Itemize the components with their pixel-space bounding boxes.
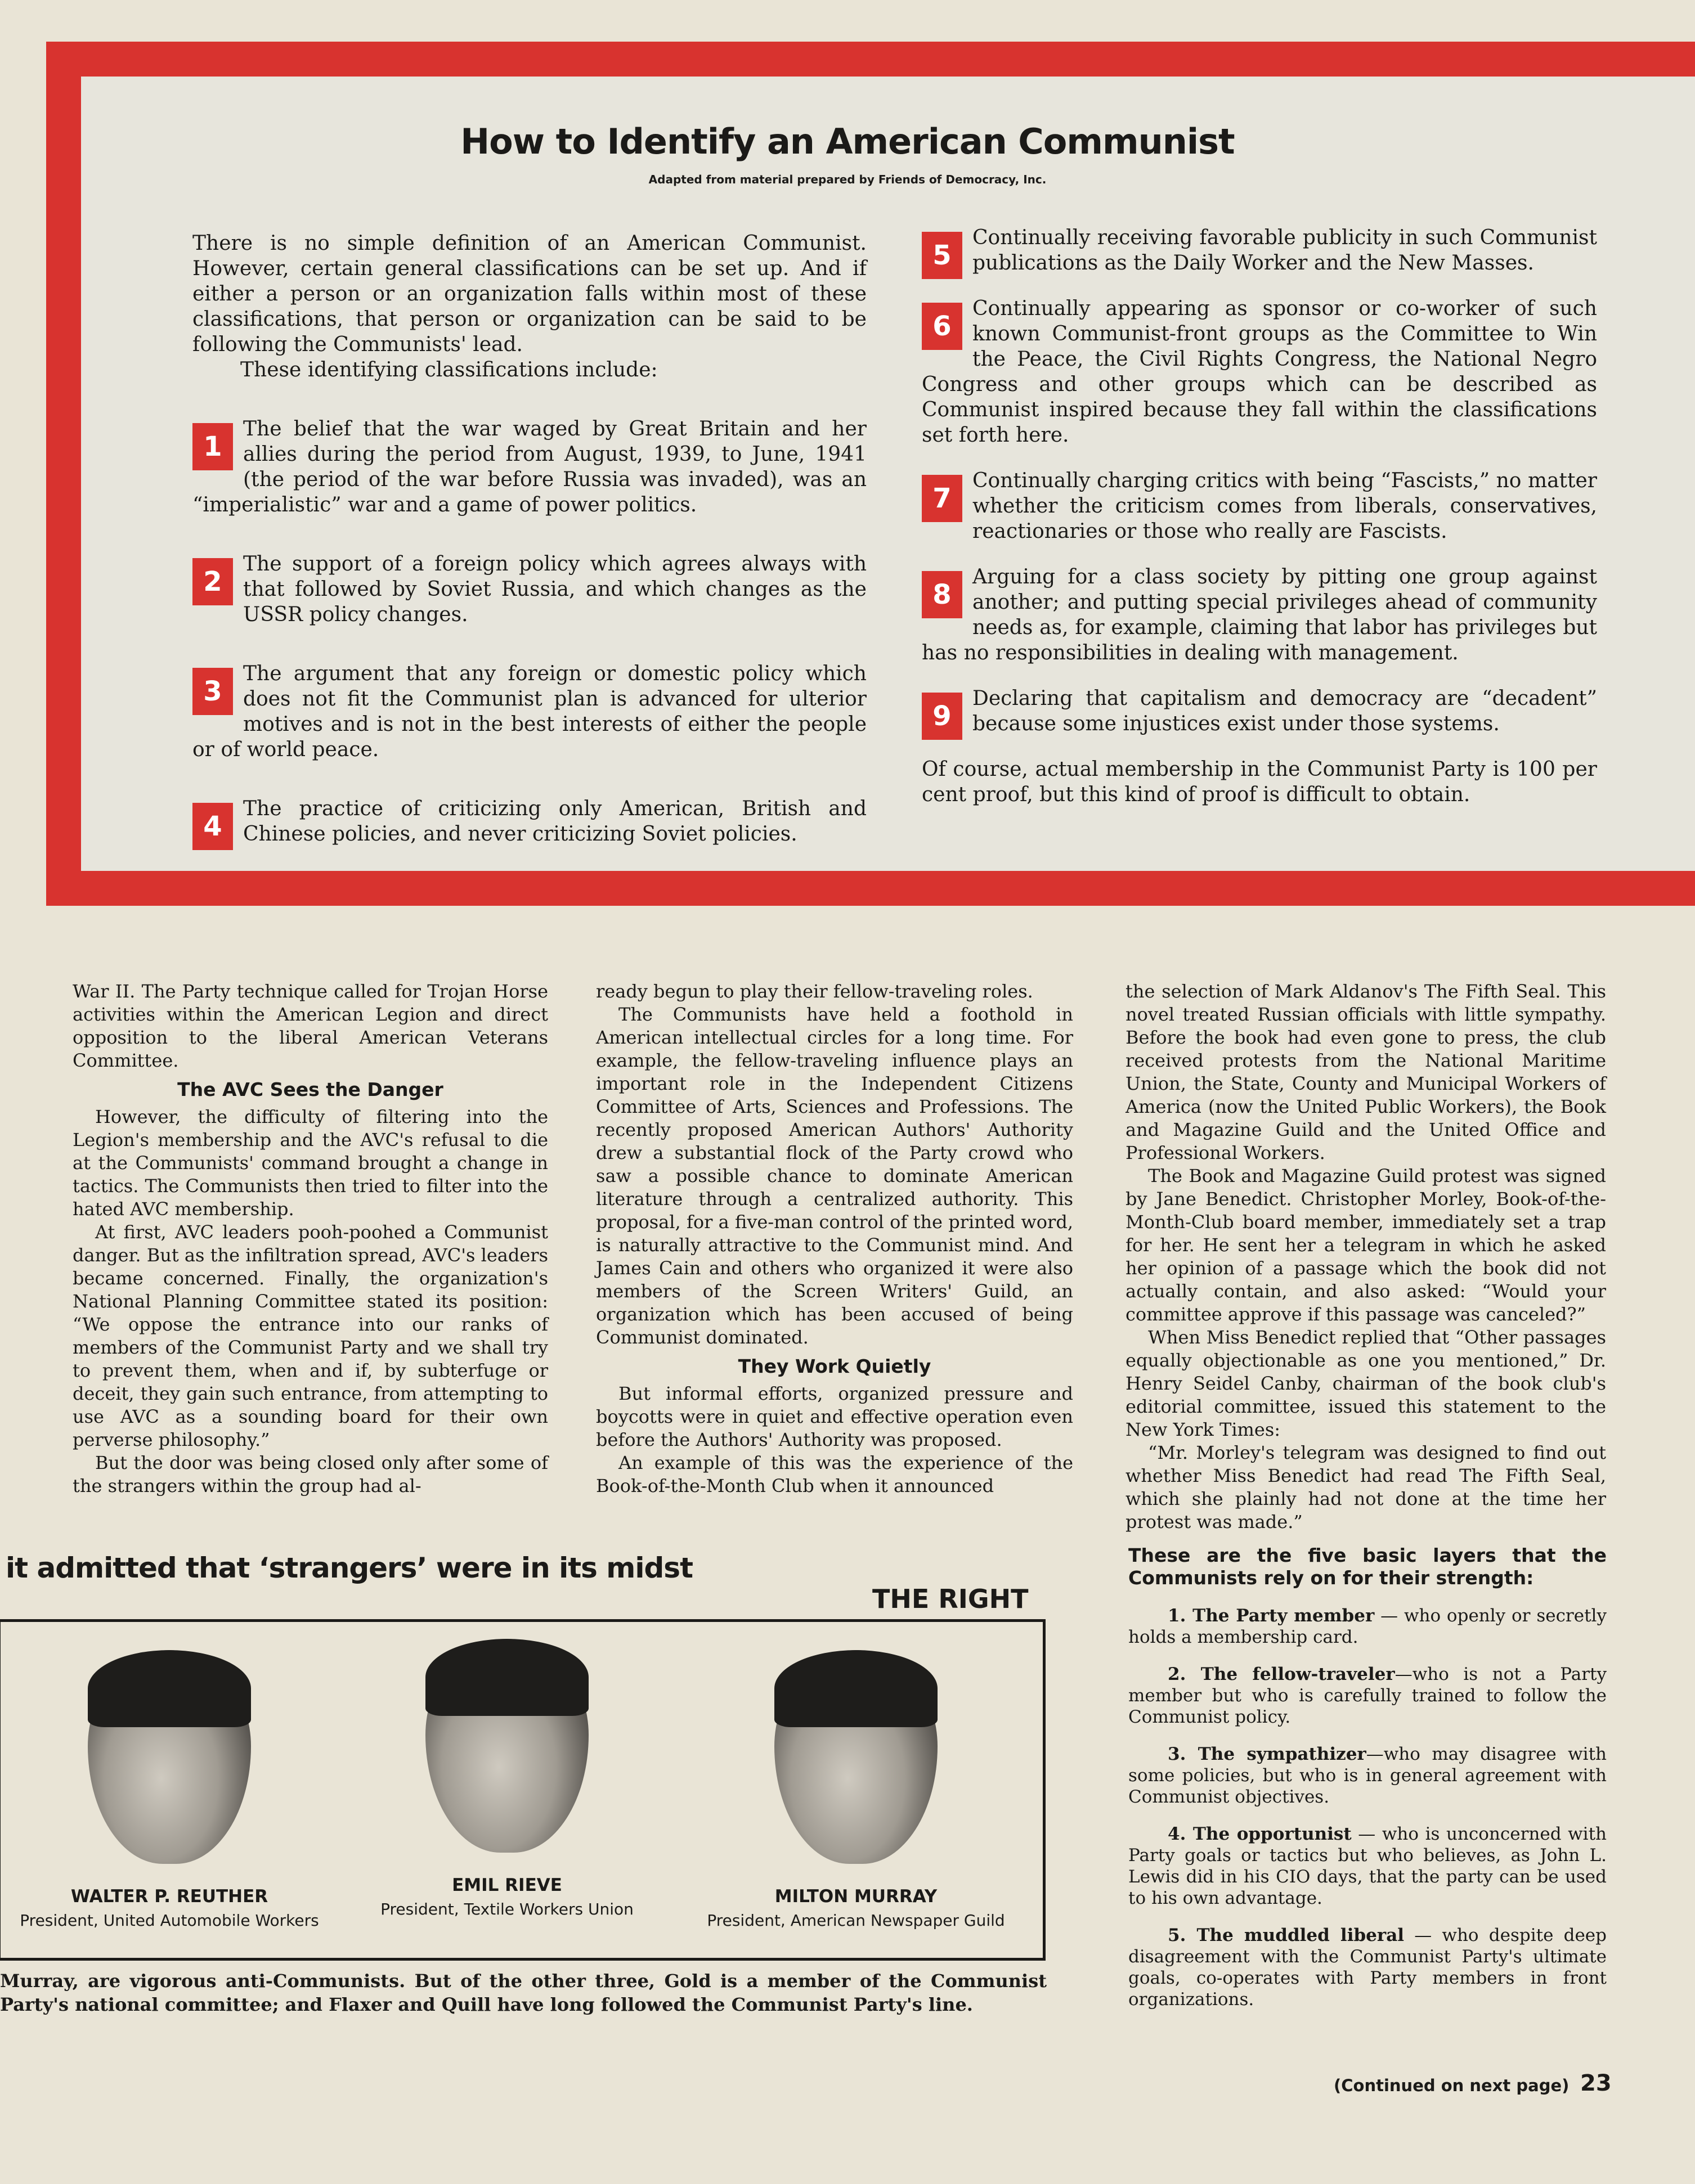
layer-item — [1128, 1823, 1607, 1909]
classification-4: 4 The practice of criticizing only American, British and Chinese policies, and never criticizing Soviet policies. — [192, 796, 867, 847]
box-right-column — [922, 225, 1597, 828]
number-badge: 8 — [922, 571, 962, 618]
layer-text: —who may disagree with some policies, but who is in general agreement with Communist objectives. — [1128, 1744, 1607, 1807]
number-badge: 9 — [922, 693, 962, 740]
number-badge: 2 — [192, 558, 233, 605]
intro-text-2: These identifying classifications include: — [240, 358, 658, 381]
paragraph: The Book and Magazine Guild protest was signed by Jane Benedict. Christopher Morley, Book-of-the-Month-Club board member, immediately set a trap for her. He sent her a telegram in which he asked her opinion of a passage which the book did not actually contain, and also asked: “Would your committee approve if this passage was canceled?” — [1125, 1165, 1606, 1325]
classification-2: 2 The support of a foreign policy which agrees always with that followed by Soviet Russia, and which changes as the USSR policy changes. — [192, 551, 867, 627]
layer-item — [1128, 1743, 1607, 1808]
person-reuther — [12, 1650, 327, 1930]
number-badge: 6 — [922, 303, 962, 350]
section-heading: The AVC Sees the Danger — [177, 1078, 443, 1100]
classification-3: 3 The argument that any foreign or domestic policy which does not fit the Communist plan is advanced for ulterior motives and is not in the best interests of either the people or of world peace. — [192, 662, 867, 761]
paragraph: ready begun to play their fellow-traveling roles. — [596, 981, 1033, 1002]
paragraph: “Mr. Morley's telegram was designed to find out whether Miss Benedict had read The Fifth Seal, which she plainly had not done at the time her protest was made.” — [1125, 1442, 1606, 1533]
person-name: WALTER P. REUTHER — [70, 1886, 268, 1907]
layers-heading: These are the five basic layers that the Communists rely on for their strength: — [1128, 1544, 1607, 1589]
paragraph: An example of this was the experience of the Book-of-the-Month Club when it announced — [596, 1452, 1073, 1497]
layer-text: — who is unconcerned with Party goals or tactics but who believes, as John L. Lewis did in his CIO days, that the party can be used to his own advantage. — [1128, 1824, 1607, 1908]
photo-caption: Murray, are vigorous anti-Communists. But of the other three, Gold is a member of the Communist Party's national committee; and Flaxer and Quill have long followed the Communist Party's line. — [0, 1970, 1047, 2015]
article-column-2 — [596, 980, 1073, 1498]
paragraph: But informal efforts, organized pressure and boycotts were in quiet and effective operation even before the Authors' Authority was proposed. — [596, 1383, 1073, 1450]
portrait-photo — [774, 1650, 938, 1864]
layer-label: 5. The muddled liberal — [1168, 1925, 1405, 1945]
number-badge: 7 — [922, 475, 962, 522]
classification-1: 1 The belief that the war waged by Great Britain and her allies during the period from August, 1939, to June, 1941 (the period of the war before Russia was invaded), was an “imperialistic” war and a game of power politics. — [192, 417, 867, 516]
box-subtitle: Adapted from material prepared by Friends of Democracy, Inc. — [648, 173, 1047, 186]
person-rieve — [349, 1650, 665, 1918]
section-heading: They Work Quietly — [738, 1355, 931, 1377]
person-title: President, American Newspaper Guild — [707, 1911, 1005, 1930]
box-left-column — [192, 231, 867, 867]
the-right-label: THE RIGHT — [872, 1584, 1029, 1614]
paragraph: The Communists have held a foothold in American intellectual circles for a long time. For example, the fellow-traveling influence plays an important role in the Independent Citizens Committee of Arts, Sciences and Professions. The recently proposed American Authors' Authority drew a substantial flock of the Party crowd who saw a possible chance to dominate American literature through a centralized authority. This proposal, for a five-man control of the printed word, is naturally attractive to the Communist mind. And James Cain and others who organized it were also members of the Screen Writers' Guild, an organization which has been accused of being Communist dominated. — [596, 1004, 1073, 1348]
layer-text: — who openly or secretly holds a membership card. — [1128, 1606, 1607, 1647]
number-badge: 4 — [192, 803, 233, 850]
layer-text: —who is not a Party member but who is carefully trained to follow the Communist policy. — [1128, 1664, 1607, 1727]
paragraph: War II. The Party technique called for Trojan Horse activities within the American Legion and direct opposition to the liberal American Veterans Committee. — [73, 981, 548, 1071]
person-title: President, United Automobile Workers — [20, 1911, 319, 1930]
photo-headline: it admitted that ‘strangers’ were in its midst — [6, 1552, 693, 1584]
five-layers-box — [1128, 1544, 1607, 2026]
portrait-photo — [88, 1650, 251, 1864]
paragraph: At first, AVC leaders pooh-poohed a Communist danger. But as the infiltration spread, AVC's leaders became concerned. Finally, the organization's National Planning Committee stated its position: “We oppose the entrance into our ranks of members of the Communist Party and we shall try to prevent them, when and if, by subterfuge or deceit, they gain such entrance, from attempting to use AVC as a sounding board for their own perverse philosophy.” — [73, 1221, 548, 1450]
photo-box — [0, 1619, 1046, 1961]
layer-item — [1128, 1664, 1607, 1728]
person-name: MILTON MURRAY — [774, 1886, 938, 1907]
layer-item — [1128, 1605, 1607, 1648]
layer-item — [1128, 1925, 1607, 2010]
person-title: President, Textile Workers Union — [380, 1900, 634, 1918]
number-badge: 1 — [192, 423, 233, 470]
page-number: 23 — [1580, 2070, 1612, 2096]
paragraph: But the door was being closed only after some of the strangers within the group had al- — [73, 1452, 548, 1497]
article-column-1 — [73, 980, 548, 1498]
classification-5: 5 Continually receiving favorable publicity in such Communist publications as the Daily Worker and the New Masses. — [922, 225, 1597, 276]
layer-text: — who despite deep disagreement with the Communist Party's ultimate goals, co-operates with Party members in front organizations. — [1128, 1925, 1607, 2010]
layer-label: 2. The fellow-traveler — [1168, 1664, 1395, 1684]
classification-7: 7 Continually charging critics with being “Fascists,” no matter whether the criticism comes from liberals, conservatives, reactionaries or those who really are Fascists. — [922, 468, 1597, 544]
classification-8: 8 Arguing for a class society by pitting one group against another; and putting special privileges ahead of community needs as, for example, claiming that labor has privileges but has no responsibilities in dealing with management. — [922, 565, 1597, 664]
box-title: How to Identify an American Communist — [460, 121, 1235, 162]
article-column-3 — [1125, 980, 1606, 1534]
paragraph: When Miss Benedict replied that “Other passages equally objectionable as one you mentioned,” Dr. Henry Seidel Canby, chairman of the book club's editorial committee, issued this statement to the New York Times: — [1125, 1327, 1606, 1440]
continued-note: (Continued on next page) — [1334, 2076, 1570, 2095]
layer-label: 3. The sympathizer — [1168, 1744, 1366, 1764]
number-badge: 3 — [192, 668, 233, 715]
classification-6: 6 Continually appearing as sponsor or co-worker of such known Communist-front groups as the Committee to Win the Peace, the Civil Rights Congress, the National Negro Congress and other groups which can be described as Communist inspired because they fall within the classifications set forth here. — [922, 297, 1597, 447]
person-murray — [698, 1650, 1014, 1930]
paragraph: However, the difficulty of filtering into the Legion's membership and the AVC's refusal to die at the Communists' command brought a change in tactics. The Communists then tried to filter into the hated AVC membership. — [73, 1106, 548, 1220]
closing-text: Of course, actual membership in the Communist Party is 100 per cent proof, but this kind of proof is difficult to obtain. — [922, 758, 1597, 806]
paragraph: the selection of Mark Aldanov's The Fifth Seal. This novel treated Russian officials with little sympathy. Before the book had even gone to press, the club received protests from the National Maritime Union, the State, County and Municipal Workers of America (now the United Public Workers), the Book and Magazine Guild and the United Office and Professional Workers. — [1125, 981, 1606, 1163]
person-name: EMIL RIEVE — [452, 1875, 562, 1895]
intro-text: There is no simple definition of an American Communist. However, certain general classifications can be set up. And if either a person or an organization falls within most of these classifications, that person or organization can be said to be following the Communists' lead. — [192, 232, 867, 356]
portrait-photo — [425, 1639, 589, 1853]
classification-9: 9 Declaring that capitalism and democracy are “decadent” because some injustices exist under those systems. — [922, 686, 1597, 736]
layer-label: 1. The Party member — [1168, 1606, 1375, 1626]
number-badge: 5 — [922, 232, 962, 279]
layer-label: 4. The opportunist — [1168, 1824, 1352, 1844]
